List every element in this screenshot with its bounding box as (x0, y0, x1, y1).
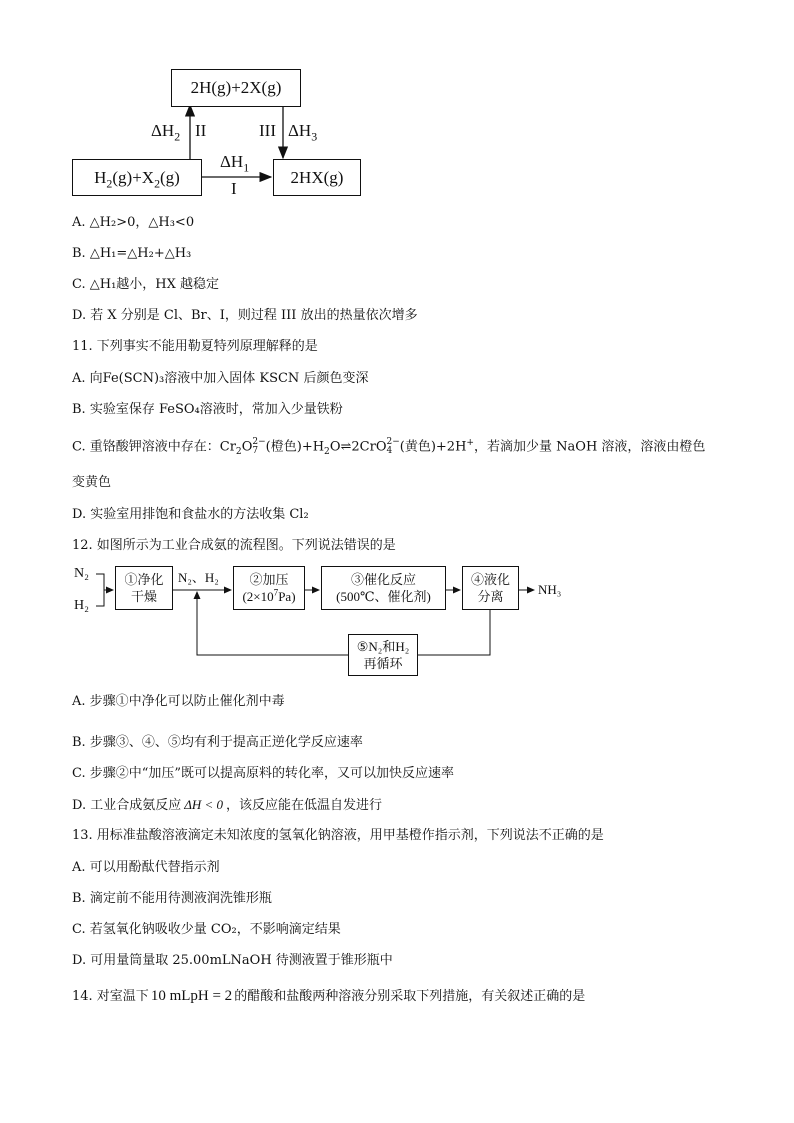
q13-option-b: B. 滴定前不能用待测液润洗锥形瓶 (72, 891, 272, 906)
q10-option-d: D. 若 X 分别是 Cl、Br、I，则过程 III 放出的热量依次增多 (72, 308, 418, 323)
left-state-label: $H_2(g)+X_2(g)$ (94, 167, 180, 190)
q11-option-d: D. 实验室用排饱和食盐水的方法收集 Cl₂ (72, 507, 309, 522)
q11-option-c-cont: 变黄色 (72, 475, 112, 490)
q13-stem: 13. 用标准盐酸溶液滴定未知浓度的氢氧化钠溶液，用甲基橙作指示剂，下列说法不正确的是 (72, 828, 604, 843)
q12-option-c: C. 步骤②中“加压”既可以提高原料的转化率，又可以加快反应速率 (72, 766, 455, 781)
top-state-label: 2H(g)+2X(g) (190, 78, 282, 97)
q10-option-b: B. △H₁=△H₂+△H₃ (72, 246, 192, 261)
q11-stem: 11. 下列事实不能用勒夏特列原理解释的是 (72, 339, 318, 354)
q11-option-c: C. 重铬酸钾溶液中存在：$Cr_2O$ 2− 7 (橙色)$+H_2O\rightleftharpoons 2CrO$ 2− 4 (黄色)+2H+，若滴加少量 NaOH 溶液，溶液由橙色 (72, 437, 706, 458)
step4-liquefy-box: ④液化 分离 (462, 566, 519, 610)
output-nh3: NH₃ (538, 582, 562, 597)
step-iii-label: III (259, 121, 276, 140)
step2-pressurize-box: ②加压 $(2\times 10^7Pa)$ (233, 566, 305, 610)
right-state-label: 2HX(g) (290, 167, 344, 187)
step1-purify-box: ①净化 干燥 (115, 566, 173, 610)
dh3-label: $\Delta H_3$ (288, 121, 318, 144)
step5-recycle-box: ⑤N₂和H₂ 再循环 (348, 634, 418, 676)
q10-option-a: A. △H₂>0，△H₃<0 (72, 215, 195, 230)
step-i-label: I (231, 179, 237, 198)
q11-option-a: A. 向Fe(SCN)₃溶液中加入固体 KSCN 后颜色变深 (72, 371, 369, 386)
recycle-line-right (418, 610, 490, 655)
q13-option-c: C. 若氢氧化钠吸收少量 CO₂，不影响滴定结果 (72, 922, 341, 937)
input-h2: H₂ (74, 598, 89, 613)
step-ii-label: II (195, 121, 207, 140)
dh2-label: $\Delta H_2$ (151, 121, 181, 144)
input-n2: N₂ (74, 566, 89, 581)
q13-option-d: D. 可用量筒量取 25.00mLNaOH 待测液置于锥形瓶中 (72, 953, 393, 968)
q12-stem: 12. 如图所示为工业合成氨的流程图。下列说法错误的是 (72, 538, 396, 553)
q11-option-b: B. 实验室保存 FeSO₄溶液时，常加入少量铁粉 (72, 402, 343, 417)
q12-option-b: B. 步骤③、④、⑤均有利于提高正逆化学反应速率 (72, 735, 363, 750)
mid-gas-label: N₂、H₂ (178, 570, 219, 585)
q14-stem: 14. 对室温下 10 mLpH = 2 的醋酸和盐酸两种溶液分别采取下列措施，有关叙述正确的是 (72, 988, 586, 1004)
q12-option-d: D. 工业合成氨反应 ΔH < 0 ，该反应能在低温自发进行 (72, 797, 383, 813)
inlet-lines (96, 574, 104, 606)
step3-catalysis-box: ③催化反应 (500℃、催化剂) (321, 566, 446, 610)
dh1-label: $\Delta H_1$ (220, 152, 250, 175)
q12-option-a: A. 步骤①中净化可以防止催化剂中毒 (72, 694, 285, 709)
q13-option-a: A. 可以用酚酞代替指示剂 (72, 860, 220, 875)
q10-option-c: C. △H₁越小，HX 越稳定 (72, 277, 220, 292)
